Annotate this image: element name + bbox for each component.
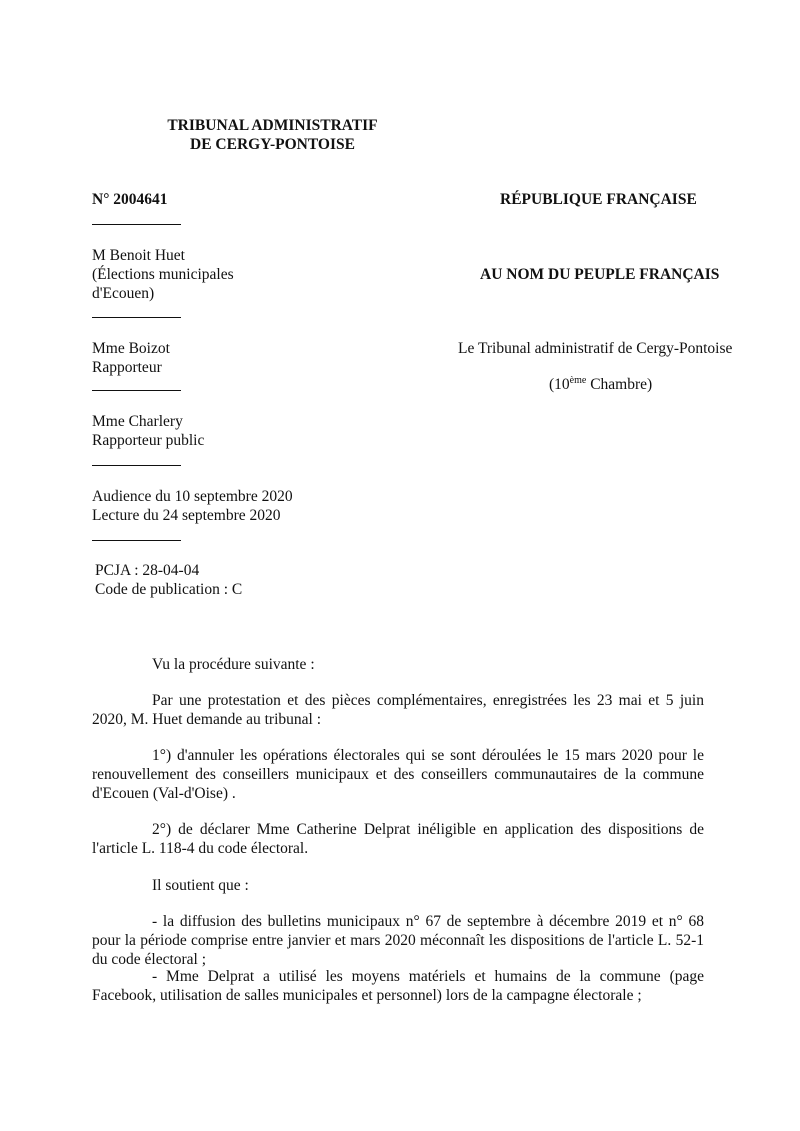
- separator-rule: [92, 390, 181, 391]
- parties-block: [92, 246, 234, 303]
- pcja-code: PCJA : 28-04-04: [95, 562, 200, 579]
- republic-heading: RÉPUBLIQUE FRANÇAISE: [500, 191, 697, 208]
- chamber-open: (10: [549, 376, 570, 393]
- rapporteur-public-block: [92, 412, 204, 450]
- court-name-line2: DE CERGY-PONTOISE: [190, 136, 355, 153]
- rapporteur-public-role: Rapporteur public: [92, 432, 205, 449]
- rapporteur-block: [92, 339, 170, 377]
- body-paragraph-6: - la diffusion des bulletins municipaux n° 67 de septembre à décembre 2019 et n° 68 pour la période comprise entre janvier et mars 2020 méconnaît les dispositions de l'article L. 52-1 du code électoral ;: [92, 913, 704, 968]
- court-name-line1: TRIBUNAL ADMINISTRATIF: [167, 117, 378, 134]
- separator-rule: [92, 540, 181, 541]
- parties-line2: (Élections municipales: [92, 266, 234, 283]
- court-name: [150, 116, 395, 154]
- chamber-close: Chambre): [586, 376, 653, 393]
- body-paragraph-1: Vu la procédure suivante :: [152, 656, 315, 673]
- audience-date: Audience du 10 septembre 2020: [92, 488, 293, 505]
- hearing-dates: [92, 487, 293, 525]
- body-paragraph-5: Il soutient que :: [152, 877, 249, 894]
- case-number: N° 2004641: [92, 191, 168, 208]
- body-paragraph-2: Par une protestation et des pièces complémentaires, enregistrées les 23 mai et 5 juin 2020, M. Huet demande au tribunal :: [92, 692, 704, 728]
- classification-block: [95, 561, 242, 599]
- chamber-line: [549, 375, 652, 394]
- rapporteur-role: Rapporteur: [92, 359, 162, 376]
- body-paragraph-3: 1°) d'annuler les opérations électorales qui se sont déroulées le 15 mars 2020 pour le renouvellement des conseillers municipaux et des conseillers communautaires de la commune d'Ecouen (Val-d'Oise) .: [92, 747, 704, 802]
- lecture-date: Lecture du 24 septembre 2020: [92, 507, 281, 524]
- body-paragraph-7: - Mme Delprat a utilisé les moyens matériels et humains de la commune (page Facebook, utilisation de salles municipales et personnel) lors de la campagne électorale ;: [92, 968, 704, 1004]
- body-paragraph-4: 2°) de déclarer Mme Catherine Delprat inéligible en application des dispositions de l'article L. 118-4 du code électoral.: [92, 821, 704, 857]
- separator-rule: [92, 224, 181, 225]
- in-name-of-heading: AU NOM DU PEUPLE FRANÇAIS: [480, 266, 720, 283]
- tribunal-line: Le Tribunal administratif de Cergy-Pontoise: [458, 340, 733, 357]
- parties-line1: M Benoit Huet: [92, 247, 185, 264]
- rapporteur-public-name: Mme Charlery: [92, 413, 183, 430]
- rapporteur-name: Mme Boizot: [92, 340, 170, 357]
- parties-line3: d'Ecouen): [92, 285, 155, 302]
- separator-rule: [92, 317, 181, 318]
- publication-code: Code de publication : C: [95, 581, 243, 598]
- separator-rule: [92, 465, 181, 466]
- chamber-ordinal: ème: [569, 375, 587, 386]
